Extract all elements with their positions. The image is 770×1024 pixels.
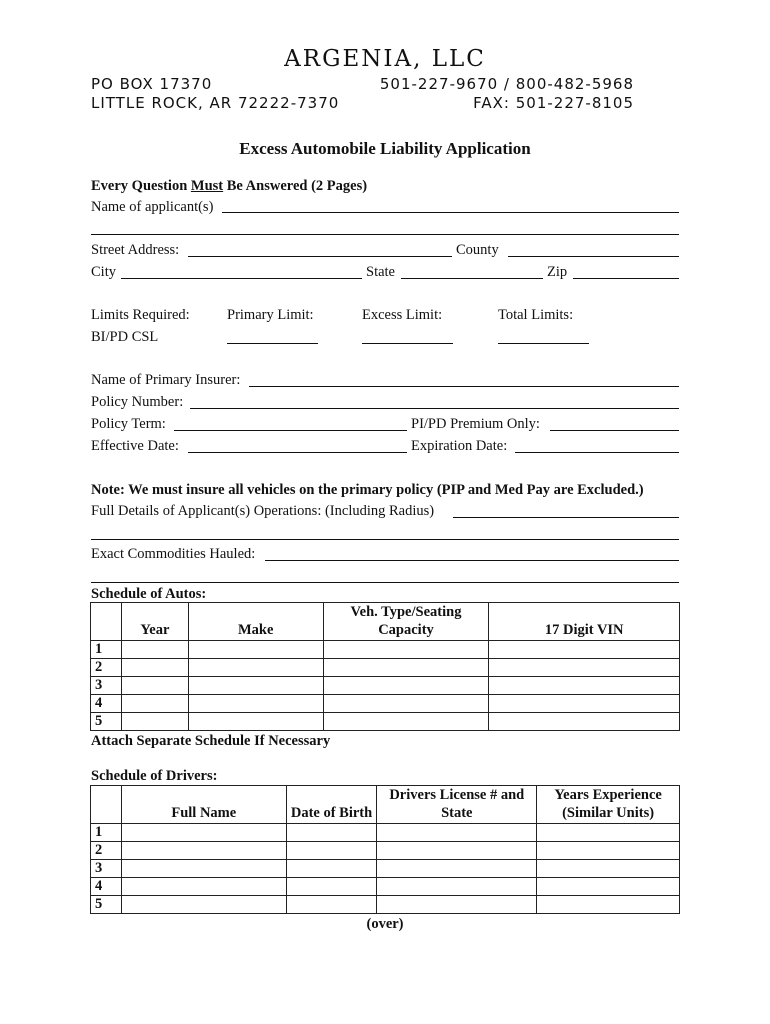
dob-cell[interactable] <box>286 824 377 842</box>
excess-limit-label: Excess Limit: <box>362 307 443 323</box>
row-number: 4 <box>91 695 122 713</box>
table-row <box>91 677 680 695</box>
row-number: 5 <box>91 896 122 914</box>
drivers-col-dob: Date of Birth <box>286 786 377 824</box>
vin-cell[interactable] <box>489 659 680 677</box>
autos-col-year: Year <box>121 603 188 641</box>
effective-date-field[interactable] <box>188 452 407 453</box>
dob-cell[interactable] <box>286 842 377 860</box>
row-number: 3 <box>91 677 122 695</box>
table-row <box>91 878 680 896</box>
experience-cell[interactable] <box>537 842 680 860</box>
autos-heading: Schedule of Autos: <box>91 586 207 602</box>
license-cell[interactable] <box>377 878 537 896</box>
drivers-heading: Schedule of Drivers: <box>91 768 218 784</box>
table-row <box>91 695 680 713</box>
primary-insurer-label: Name of Primary Insurer: <box>91 372 241 388</box>
dob-cell[interactable] <box>286 878 377 896</box>
autos-header-row <box>91 603 680 641</box>
vehicle-note: Note: We must insure all vehicles on the primary policy (PIP and Med Pay are Excluded.) <box>91 482 644 498</box>
name-cell[interactable] <box>121 860 286 878</box>
address-line-2: LITTLE ROCK, AR 72222-7370 <box>91 94 340 112</box>
street-label: Street Address: <box>91 242 180 258</box>
form-title: Excess Automobile Liability Application <box>239 139 531 158</box>
commodities-field[interactable] <box>265 560 679 561</box>
premium-field[interactable] <box>550 430 679 431</box>
name-cell[interactable] <box>121 842 286 860</box>
name-cell[interactable] <box>121 878 286 896</box>
autos-footer: Attach Separate Schedule If Necessary <box>91 733 331 749</box>
intro-instruction <box>91 178 367 195</box>
total-limits-label: Total Limits: <box>498 307 574 323</box>
premium-label: PI/PD Premium Only: <box>411 416 540 432</box>
experience-cell[interactable] <box>537 824 680 842</box>
policy-term-field[interactable] <box>174 430 407 431</box>
name-cell[interactable] <box>121 896 286 914</box>
type-cell[interactable] <box>323 641 489 659</box>
address-line-1: PO BOX 17370 <box>91 75 213 93</box>
year-cell[interactable] <box>121 641 188 659</box>
operations-label: Full Details of Applicant(s) Operations: (Including Radius) <box>91 503 435 519</box>
table-row <box>91 713 680 731</box>
drivers-header-row <box>91 786 680 824</box>
table-row <box>91 641 680 659</box>
drivers-col-name: Full Name <box>121 786 286 824</box>
county-field[interactable] <box>508 256 679 257</box>
license-cell[interactable] <box>377 896 537 914</box>
city-label: City <box>91 264 116 280</box>
company-name: ARGENIA, LLC <box>284 46 486 72</box>
excess-limit-field[interactable] <box>362 343 453 344</box>
state-field[interactable] <box>401 278 543 279</box>
row-number: 1 <box>91 824 122 842</box>
make-cell[interactable] <box>188 695 323 713</box>
year-cell[interactable] <box>121 695 188 713</box>
make-cell[interactable] <box>188 677 323 695</box>
intro-suffix: Be Answered (2 Pages) <box>223 178 368 194</box>
type-cell[interactable] <box>323 677 489 695</box>
operations-field-2[interactable] <box>91 539 679 540</box>
zip-field[interactable] <box>573 278 679 279</box>
effective-date-label: Effective Date: <box>91 438 179 454</box>
autos-col-make: Make <box>188 603 323 641</box>
dob-cell[interactable] <box>286 860 377 878</box>
phone-numbers: 501-227-9670 / 800-482-5968 <box>379 75 634 93</box>
row-number: 4 <box>91 878 122 896</box>
expiration-date-field[interactable] <box>515 452 679 453</box>
license-cell[interactable] <box>377 842 537 860</box>
applicant-field-2[interactable] <box>91 234 679 235</box>
fax-number: FAX: 501-227-8105 <box>473 94 634 112</box>
table-row <box>91 659 680 677</box>
year-cell[interactable] <box>121 659 188 677</box>
city-field[interactable] <box>121 278 362 279</box>
table-row <box>91 860 680 878</box>
over-footer: (over) <box>366 916 404 932</box>
total-limits-field[interactable] <box>498 343 589 344</box>
row-number: 5 <box>91 713 122 731</box>
type-cell[interactable] <box>323 713 489 731</box>
make-cell[interactable] <box>188 713 323 731</box>
expiration-date-label: Expiration Date: <box>411 438 508 454</box>
street-field[interactable] <box>188 256 452 257</box>
primary-insurer-field[interactable] <box>249 386 679 387</box>
applicant-field[interactable] <box>222 212 679 213</box>
applicant-label: Name of applicant(s) <box>91 199 214 215</box>
experience-cell[interactable] <box>537 896 680 914</box>
zip-label: Zip <box>547 264 568 280</box>
make-cell[interactable] <box>188 659 323 677</box>
policy-number-field[interactable] <box>190 408 679 409</box>
limits-required-label: Limits Required: <box>91 307 190 323</box>
autos-col-type: Veh. Type/Seating Capacity <box>323 603 489 641</box>
intro-prefix: Every Question <box>91 178 191 194</box>
license-cell[interactable] <box>377 860 537 878</box>
dob-cell[interactable] <box>286 896 377 914</box>
bipd-label: BI/PD CSL <box>91 329 159 345</box>
experience-cell[interactable] <box>537 878 680 896</box>
state-label: State <box>366 264 395 280</box>
row-number: 3 <box>91 860 122 878</box>
autos-col-num <box>91 603 122 641</box>
vin-cell[interactable] <box>489 677 680 695</box>
table-row <box>91 896 680 914</box>
primary-limit-label: Primary Limit: <box>227 307 314 323</box>
drivers-col-num <box>91 786 122 824</box>
name-cell[interactable] <box>121 824 286 842</box>
row-number: 1 <box>91 641 122 659</box>
autos-col-vin: 17 Digit VIN <box>489 603 680 641</box>
intro-must: Must <box>190 178 224 194</box>
primary-limit-field[interactable] <box>227 343 318 344</box>
policy-number-label: Policy Number: <box>91 394 184 410</box>
table-row <box>91 824 680 842</box>
make-cell[interactable] <box>188 641 323 659</box>
row-number: 2 <box>91 842 122 860</box>
license-cell[interactable] <box>377 824 537 842</box>
year-cell[interactable] <box>121 713 188 731</box>
vin-cell[interactable] <box>489 695 680 713</box>
drivers-col-experience: Years Experience (Similar Units) <box>537 786 680 824</box>
drivers-table <box>90 785 680 914</box>
operations-field[interactable] <box>453 517 679 518</box>
experience-cell[interactable] <box>537 860 680 878</box>
vin-cell[interactable] <box>489 713 680 731</box>
vin-cell[interactable] <box>489 641 680 659</box>
table-row <box>91 842 680 860</box>
year-cell[interactable] <box>121 677 188 695</box>
commodities-field-2[interactable] <box>91 582 679 583</box>
type-cell[interactable] <box>323 659 489 677</box>
drivers-col-license: Drivers License # and State <box>377 786 537 824</box>
autos-table <box>90 602 680 731</box>
county-label: County <box>456 242 499 258</box>
type-cell[interactable] <box>323 695 489 713</box>
row-number: 2 <box>91 659 122 677</box>
commodities-label: Exact Commodities Hauled: <box>91 546 256 562</box>
policy-term-label: Policy Term: <box>91 416 166 432</box>
